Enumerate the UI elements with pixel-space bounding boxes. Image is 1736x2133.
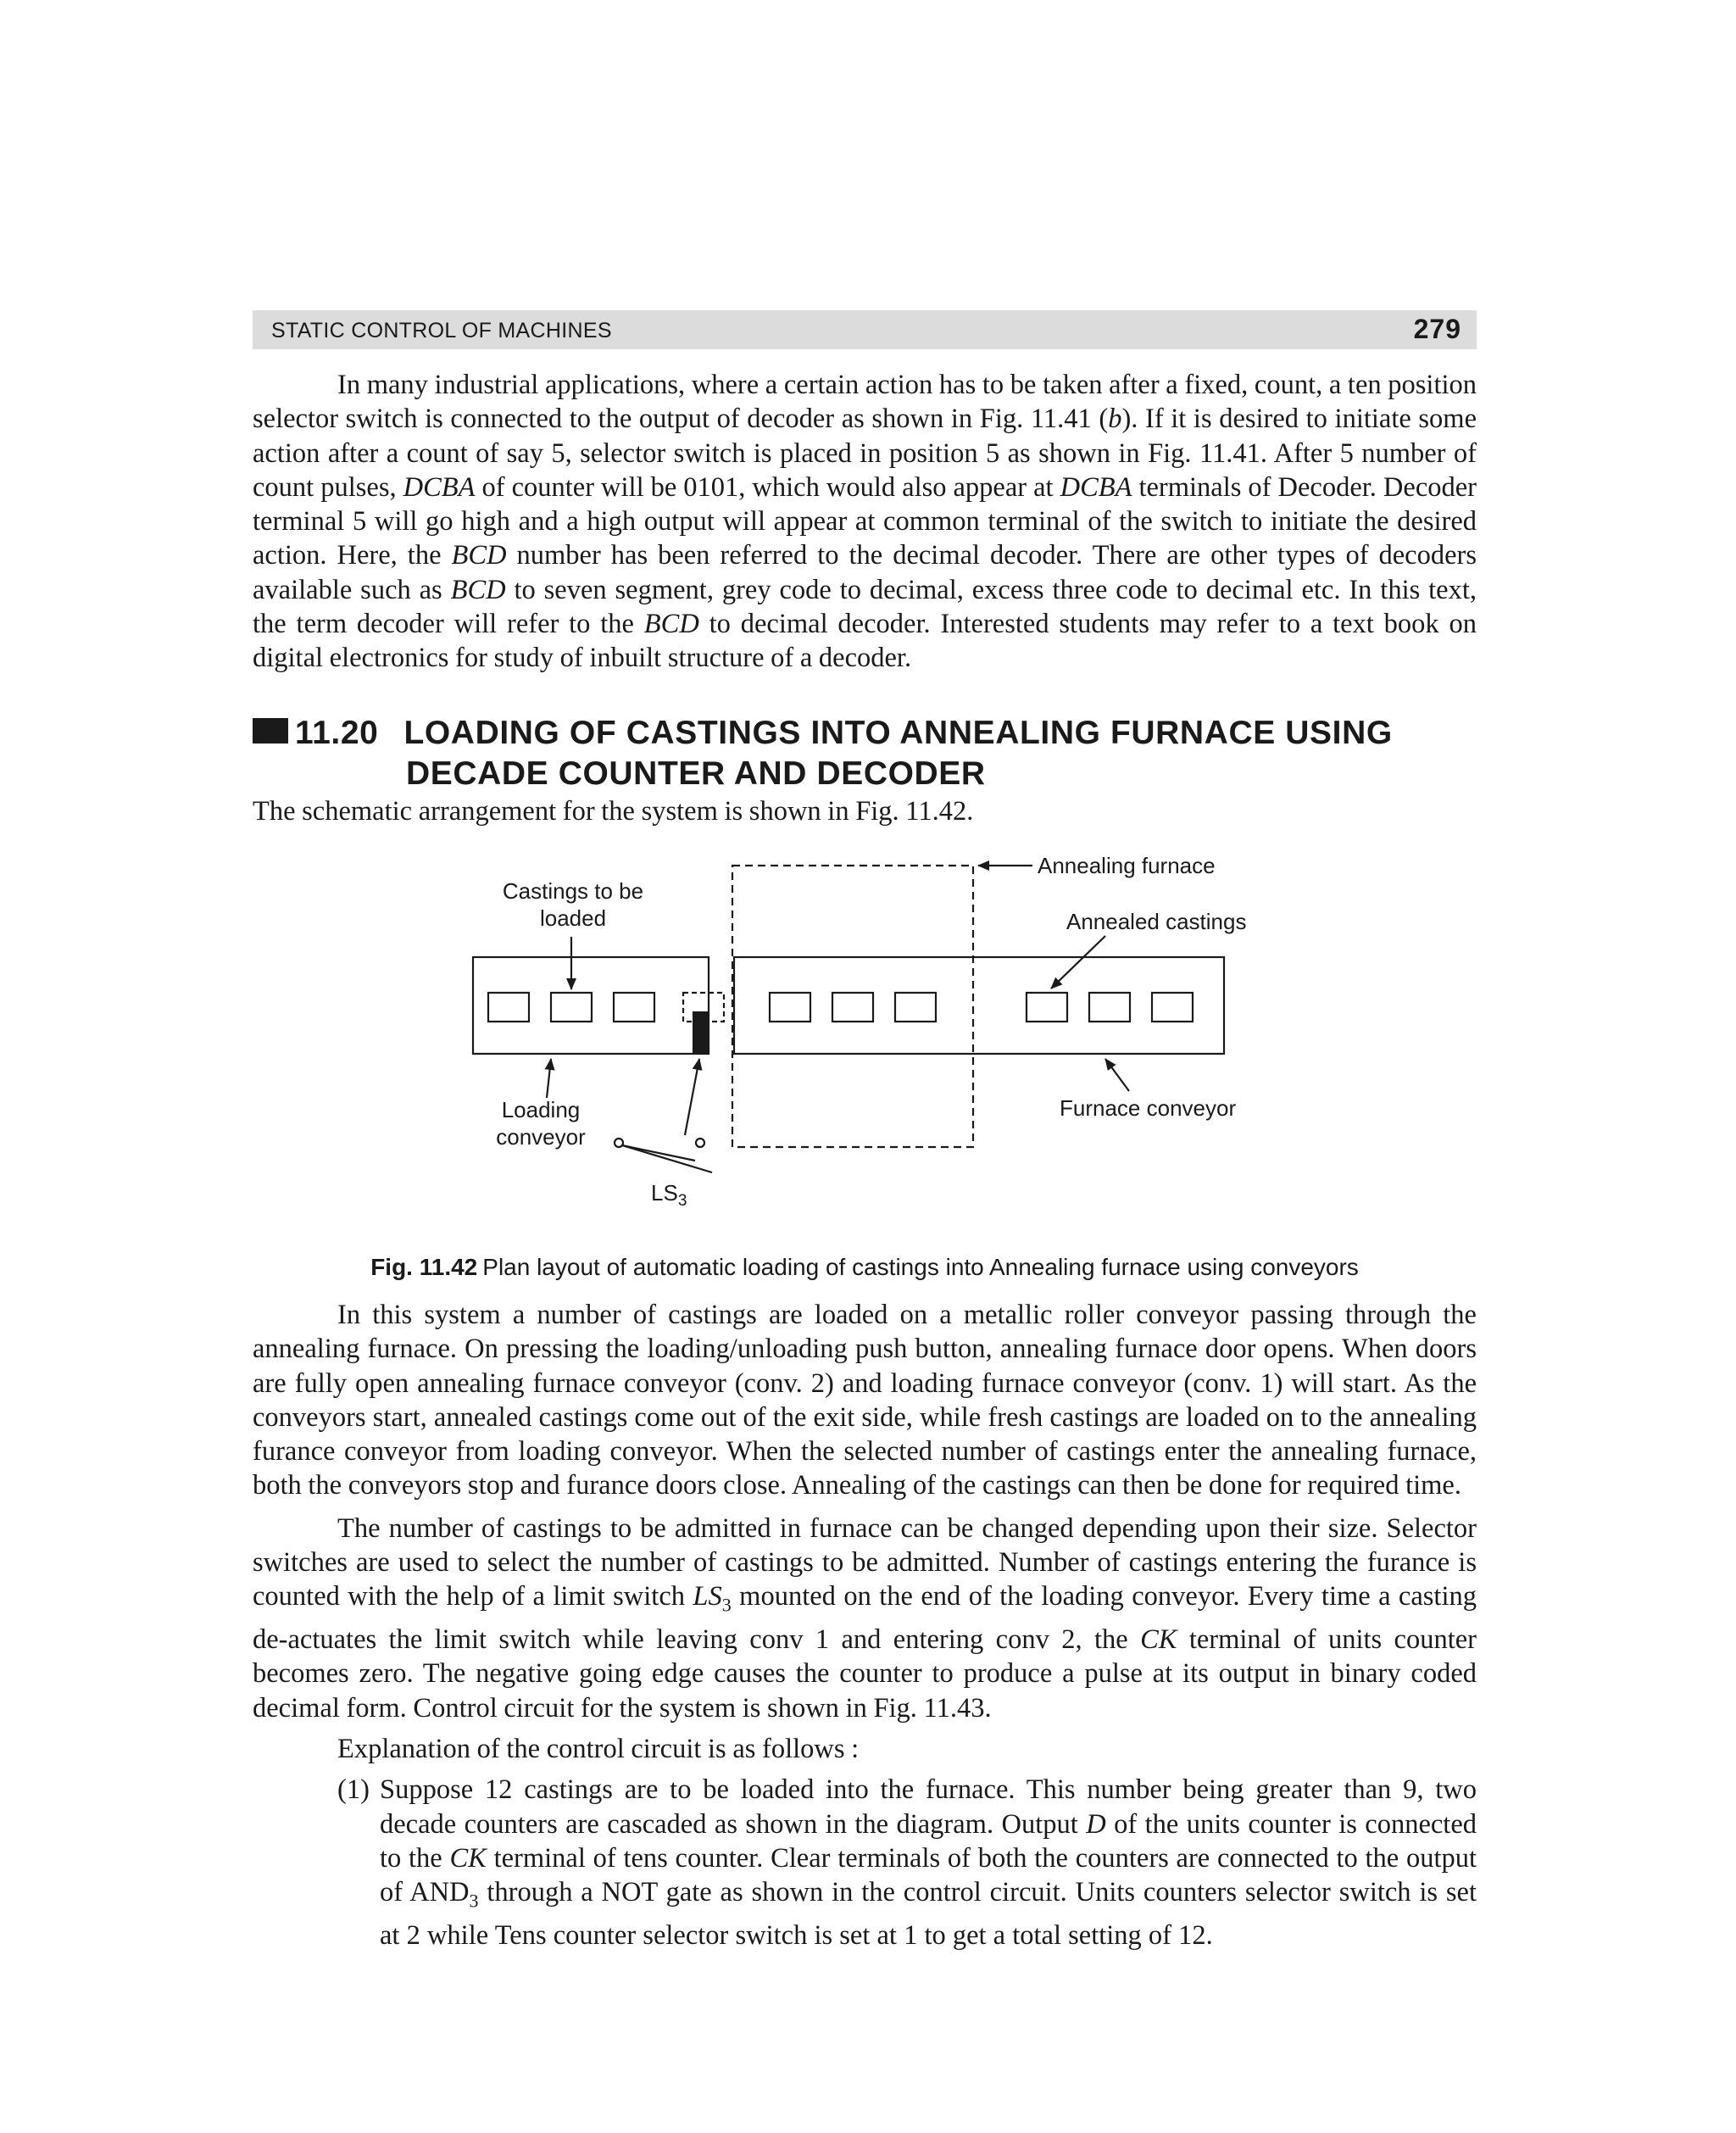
furnace-conveyor-box (734, 957, 1224, 1054)
casting-box (832, 993, 873, 1022)
section-title-line1: LOADING OF CASTINGS INTO ANNEALING FURNACE USING (403, 714, 1393, 751)
label-annealed-castings: Annealed castings (1066, 908, 1247, 934)
plan-layout-diagram (253, 842, 1477, 1249)
page-number: 279 (1413, 314, 1461, 344)
section-number: 11.20 (295, 714, 379, 751)
paragraph-decoder-applications: In many industrial applications, where a certain action has to be taken after a fixed, count, a ten position selector switch is connected to the output of decoder as shown in Fig. 11.41 (b). If it is desired to initiate some action after a count of say 5, selector switch is placed in position 5 as shown in Fig. 11.41. After 5 number of count pulses, DCBA of counter will be 0101, which would also appear at DCBA terminals of Decoder. Decoder terminal 5 will go high and a high output will appear at common terminal of the switch to initiate the desired action. Here, the BCD number has been referred to the decimal decoder. There are other types of decoders available such as BCD to seven segment, grey code to decimal, excess three code to decimal etc. In this text, the term decoder will refer to the BCD to decimal decoder. Interested students may refer to a text book on digital electronics for study of inbuilt structure of a decoder. (253, 370, 1477, 674)
paragraph-casting-count: The number of castings to be admitted in furnace can be changed depending upon their size. Selector switches are used to select the number of castings to be admitted. Number of castings entering the furance is counted with the help of a limit switch $LS_3$ mounted on the end of the loading conveyor. Every time a casting de-actuates the limit switch while leaving conv 1 and entering conv 2, the CK terminal of units counter becomes zero. The negative going edge causes the counter to produce a pulse at its output in binary coded decimal form. Control circuit for the system is shown in Fig. 11.43. (253, 1512, 1477, 1724)
section-heading (253, 713, 1477, 794)
casting-box (770, 993, 810, 1022)
figure-caption-number: Fig. 11.42 (370, 1253, 478, 1280)
page (253, 310, 1477, 1952)
label-furnace-conveyor: Furnace conveyor (1060, 1094, 1237, 1121)
figure-caption (253, 1254, 1477, 1281)
paragraph-system-operation: In this system a number of castings are loaded on a metallic roller conveyor passing through the annealing furnace. On pressing the loading/unloading push button, annealing furnace door opens. When doors are fully open annealing furnace conveyor (conv. 2) and loading furnace conveyor (conv. 1) will start. As the conveyors start, annealed castings come out of the exit side, while fresh castings are loaded on to the annealing furance conveyor from loading conveyor. When the selected number of castings enter the annealing furnace, both the conveyors stop and furance doors close. Annealing of the castings can then be done for required time. (253, 1299, 1477, 1501)
label-annealing-furnace: Annealing furnace (1038, 852, 1216, 878)
section-title-line2: DECADE COUNTER AND DECODER (406, 755, 986, 792)
figure-caption-text: Plan layout of automatic loading of castings into Annealing furnace using conveyors (482, 1253, 1359, 1280)
casting-box (614, 993, 654, 1022)
label-limit-switch-ls3: $LS_3$ (651, 1179, 687, 1211)
running-header-title: STATIC CONTROL OF MACHINES (271, 319, 612, 343)
annealed-casting-box (1089, 993, 1130, 1022)
section-bullet-icon (253, 718, 288, 743)
paragraph-schematic-intro: The schematic arrangement for the system is shown in Fig. 11.42. (253, 795, 974, 827)
casting-box (551, 993, 592, 1022)
label-castings-to-be-loaded: Castings to be loaded (502, 877, 644, 931)
casting-box (895, 993, 936, 1022)
figure-plan-layout (253, 842, 1477, 1249)
list-item-marker: (1) (337, 1774, 370, 1806)
annealed-casting-box (1027, 993, 1067, 1022)
limit-switch-actuator (693, 1011, 708, 1054)
annealed-casting-box (1152, 993, 1193, 1022)
casting-box (488, 993, 529, 1022)
label-loading-conveyor: Loading conveyor (496, 1096, 586, 1150)
list-item: (1) Suppose 12 castings are to be loaded into the furnace. This number being greater than 9, two decade counters are cascaded as shown in the diagram. Output D of the units counter is connected to the CK terminal of tens counter. Clear terminals of both the counters are connected to the output of $AND_3$ through a NOT gate as shown in the control circuit. Units counters selector switch is set at 2 while Tens counter selector switch is set at 1 to get a total setting of 12. (337, 1774, 1477, 1952)
paragraph-explanation-intro: Explanation of the control circuit is as follows : (337, 1734, 860, 1765)
running-header (253, 310, 1477, 349)
annealing-furnace-dashed-box (732, 866, 973, 1147)
